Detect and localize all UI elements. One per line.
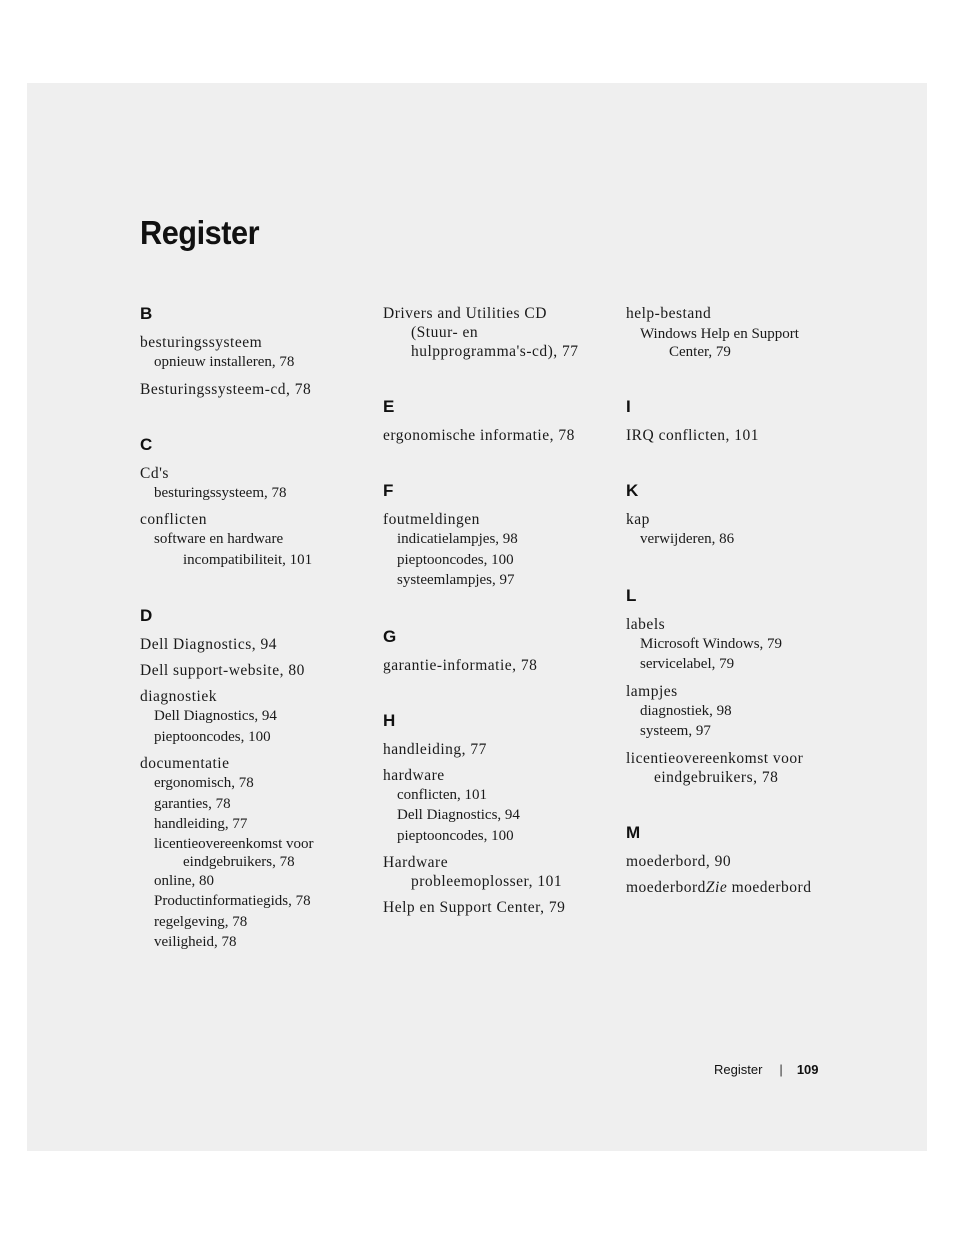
cross-ref-see: Zie [705,878,728,896]
entry-sub: besturingssysteem, 78 [154,484,287,501]
index-entry [626,878,841,897]
entry-sub: licentieovereenkomst voor [154,835,314,852]
index-entry [140,661,355,680]
index-entry [383,304,598,361]
entry-sub: ergonomisch, 78 [154,775,254,791]
entry-sub: software en hardware [154,531,284,547]
entry-sub: Microsoft Windows, 79 [640,635,783,652]
entry-main: Cd's [140,464,169,482]
entry-main: conflicten [140,511,207,528]
section-letter: M [626,822,641,842]
entry-main: licentieovereenkomst voor [626,749,804,767]
index-column-3 [626,304,841,933]
entry-sub: indicatielampjes, 98 [397,531,518,547]
entry-main: Besturingssysteem-cd, 78 [140,380,312,398]
index-entry [140,635,355,654]
entry-sub: handleiding, 77 [154,816,248,832]
index-section-h [383,711,598,918]
index-entry [626,426,841,445]
entry-main-cross-reference [626,878,841,897]
cross-ref-term: moederbord [626,878,706,896]
entry-main: lampjes [626,682,678,700]
entry-main: garantie-informatie, 78 [383,656,538,674]
index-entry [383,853,598,891]
index-entry [140,464,355,504]
entry-sub: online, 80 [154,872,214,889]
entry-main-continued: hulpprogramma's-cd), 77 [411,343,579,360]
index-entry [626,510,841,550]
entry-main: kap [626,511,650,528]
entry-sub: verwijderen, 86 [640,531,735,547]
entry-sub: diagnostiek, 98 [640,702,732,719]
entry-main: documentatie [140,755,230,772]
entry-sub-continued: incompatibiliteit, 101 [183,551,313,568]
footer-separator: | [779,1062,783,1077]
index-column-2 [383,304,598,953]
index-section-m [626,823,841,897]
entry-sub: Windows Help en Support [640,326,799,342]
index-entry [140,333,355,373]
entry-main: Help en Support Center, 79 [383,899,566,916]
entry-sub: veiligheid, 78 [154,934,237,950]
index-entry [383,510,598,591]
index-entry [383,740,598,759]
index-section-help [626,304,841,361]
section-letter: L [626,585,637,605]
entry-sub: garanties, 78 [154,795,231,812]
entry-main: Dell Diagnostics, 94 [140,636,277,653]
footer-section-label: Register [714,1062,763,1077]
index-section-drivers [383,304,598,361]
index-section-e [383,397,598,445]
entry-main: foutmeldingen [383,511,480,528]
page-number: 109 [796,1062,819,1077]
index-column-1 [140,304,355,989]
entry-sub-continued: Center, 79 [669,344,731,360]
entry-sub-continued: eindgebruikers, 78 [183,853,295,870]
page-footer [714,1062,819,1077]
index-section-g [383,627,598,675]
section-letter: H [383,710,396,730]
index-entry [140,380,355,399]
entry-main: diagnostiek [140,688,217,705]
index-section-l [626,586,841,787]
entry-sub: servicelabel, 79 [640,656,735,672]
entry-sub: systeemlampjes, 97 [397,572,515,588]
index-entry [383,766,598,847]
entry-main-continued: probleemoplosser, 101 [411,873,563,890]
index-section-f [383,481,598,591]
entry-main: Hardware [383,854,449,871]
entry-main: handleiding, 77 [383,740,487,758]
index-entry [626,749,841,787]
entry-sub: conflicten, 101 [397,786,487,803]
page-title: Register [140,214,260,251]
index-entry [626,682,841,742]
section-letter: D [140,606,153,625]
section-letter: I [626,397,631,416]
index-section-c [140,435,355,571]
entry-sub: pieptooncodes, 100 [397,551,514,568]
entry-sub: pieptooncodes, 100 [154,728,271,745]
section-letter: K [626,481,639,500]
entry-main-continued: eindgebruikers, 78 [654,768,779,786]
index-entry [140,687,355,747]
index-entry [383,656,598,675]
index-entry [626,304,841,361]
entry-sub: Dell Diagnostics, 94 [397,807,520,823]
entry-main: help-bestand [626,305,712,322]
entry-main: Dell support-website, 80 [140,662,305,679]
section-letter: C [140,434,153,454]
entry-main: labels [626,615,666,633]
entry-sub: regelgeving, 78 [154,913,248,930]
entry-sub: pieptooncodes, 100 [397,827,514,844]
section-letter: F [383,481,394,500]
index-entry [140,510,355,570]
entry-main: ergonomische informatie, 78 [383,427,575,444]
index-entry [626,615,841,675]
cross-ref-target: moederbord [727,878,812,896]
entry-main: hardware [383,766,445,784]
entry-main: moederbord, 90 [626,852,732,870]
entry-main-continued: (Stuur- en [411,324,479,341]
entry-main: besturingssysteem [140,334,263,351]
index-entry [140,754,355,953]
index-section-k [626,481,841,550]
index-entry [626,852,841,871]
entry-main: IRQ conflicten, 101 [626,427,760,444]
entry-sub: Dell Diagnostics, 94 [154,708,277,724]
entry-sub: Productinformatiegids, 78 [154,893,311,909]
index-entry [383,898,598,917]
index-section-d [140,606,355,953]
section-letter: B [140,304,153,323]
index-section-i [626,397,841,445]
entry-main: Drivers and Utilities CD [383,305,547,322]
entry-sub: systeem, 97 [640,723,711,739]
section-letter: E [383,397,395,416]
section-letter: G [383,626,397,646]
index-section-b [140,304,355,399]
index-entry [383,426,598,445]
entry-sub: opnieuw installeren, 78 [154,354,295,370]
